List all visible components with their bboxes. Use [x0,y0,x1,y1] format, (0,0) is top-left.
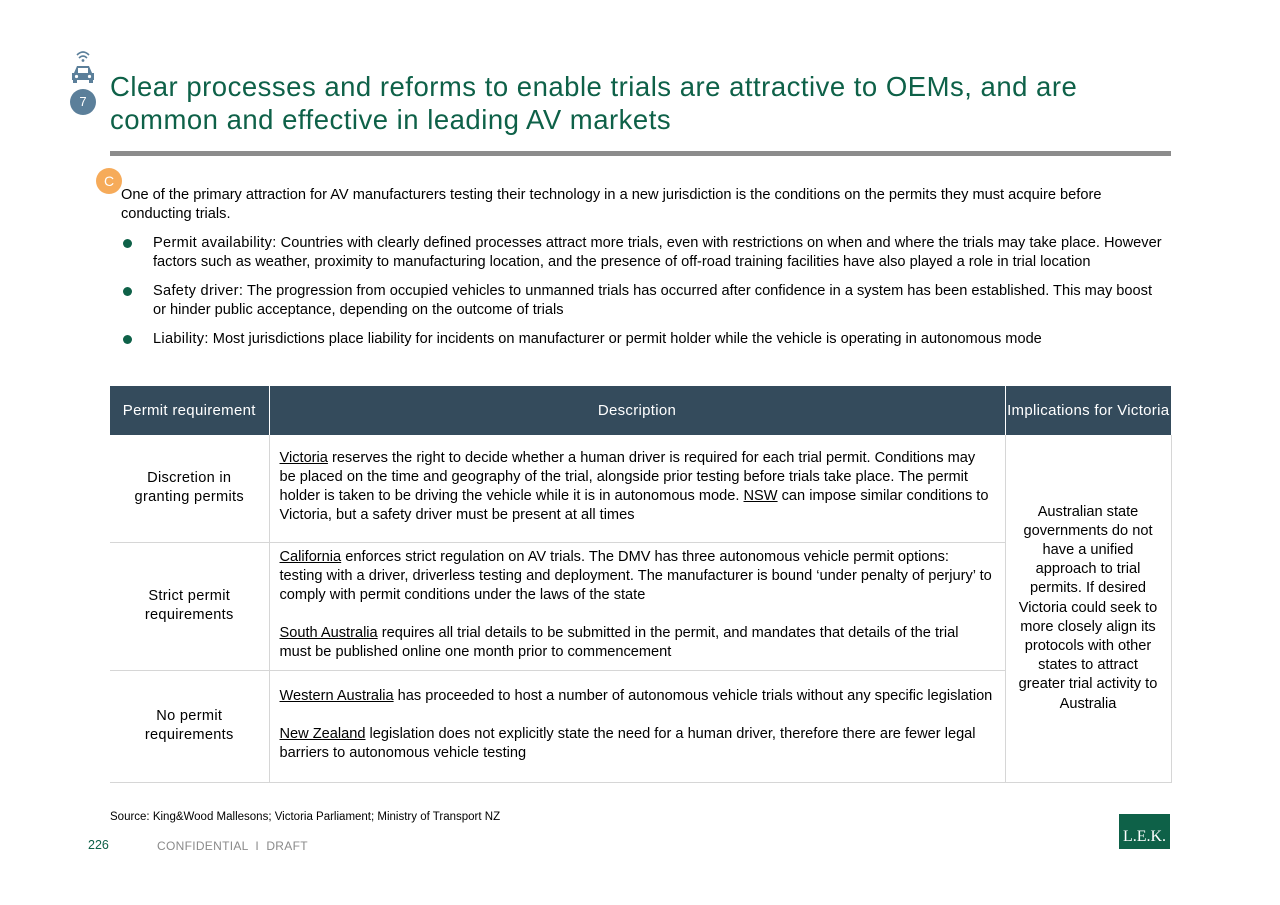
key-factors-list [121,234,1166,359]
bullet-dot-icon [123,239,132,248]
description-paragraph [280,548,993,606]
section-number-badge: 7 [70,89,96,115]
bullet-dot-icon [123,335,132,344]
requirement-cell: Discretion in granting permits [110,435,269,542]
jurisdiction-link: New Zealand [279,725,366,742]
intro-paragraph: One of the primary attraction for AV manufacturers testing their technology in a new jurisdiction is the conditions on the permits they must acquire before conducting trials. [121,187,1102,222]
description-text: reserves the right to decide whether a human driver is required for each trial permit. Conditions may be placed on the time and geography of the trial, alongside prior testing before trials take place. The permit holder is taken to be driving the vehicle while it is in autonomous mode. [279,449,976,505]
bullet-dot-icon [123,287,132,296]
description-text: legislation does not explicitly state the need for a human driver, therefore there are fewer legal barriers to autonomous vehicle testing [279,725,976,762]
description-text: requires all trial details to be submitted in the permit, and mandates that details of the trial must be published online one month prior to commencement [279,625,959,661]
jurisdiction-link: Western Australia [279,687,394,704]
permit-requirements-table [110,386,1172,783]
requirement-cell: Strict permit requirements [110,542,269,670]
bullet-term: Permit availability: [153,235,277,251]
bullet-text: Countries with clearly defined processes attract more trials, even with restrictions on when and where the trials may take place. However factors such as weather, proximity to manufacturing location, and the presence of off-road training facilities have also played a role in trial location [153,235,1162,271]
jurisdiction-link: NSW [743,488,778,505]
description-cell [269,435,1005,542]
page-number: 226 [88,838,109,852]
bullet-term: Safety driver: [153,282,244,299]
confidential-label: CONFIDENTIAL I DRAFT [157,839,308,853]
description-text: enforces strict regulation on AV trials. The DMV has three autonomous vehicle permit options: testing with a driver, driverless testing and deployment. The manufacturer is bound ‘under penalty of perjury’ to comply with permit conditions under the laws of the state [279,548,992,603]
page-title: Clear processes and reforms to enable trials are attractive to OEMs, and are common and effective in leading AV markets [110,71,1078,135]
bullet-term: Liability: [153,330,209,347]
description-text: has proceeded to host a number of autonomous vehicle trials without any specific legislation [393,687,993,704]
bullet-text: The progression from occupied vehicles to unmanned trials has occurred after confidence in a system has been established. This may boost or hinder public acceptance, depending on the outcome of trials [153,282,1153,319]
jurisdiction-link: California [279,548,342,565]
column-header-implications: Implications for Victoria [1005,386,1171,435]
list-item [121,282,1166,320]
callout-badge: C [96,168,122,194]
description-paragraph [280,687,993,706]
description-text: can impose similar conditions to Victoria, but a safety driver must be present at all times [279,488,989,524]
logo-text: L.E.K. [1122,828,1167,845]
description-paragraph [280,624,993,662]
column-header-description: Description [269,386,1005,435]
table-row [110,435,1171,542]
implications-cell: Australian state governments do not have a unified approach to trial permits. If desired Victoria could seek to more closely align its protocols with other states to attract greater trial activity to Australia [1005,435,1171,782]
column-header-requirement: Permit requirement [110,386,269,435]
description-paragraph [280,725,993,763]
bullet-text: Most jurisdictions place liability for incidents on manufacturer or permit holder while the vehicle is operating in autonomous mode [208,330,1042,347]
list-item [121,330,1166,349]
lek-logo [1119,814,1170,849]
source-note: Source: King&Wood Mallesons; Victoria Parliament; Ministry of Transport NZ [110,811,501,823]
title-divider [110,151,1171,156]
requirement-cell: No permit requirements [110,670,269,782]
table-header-row [110,386,1171,435]
description-cell [269,670,1005,782]
connected-car-icon [68,46,98,86]
jurisdiction-link: Victoria [279,449,328,466]
list-item [121,234,1166,272]
jurisdiction-link: South Australia [279,625,378,642]
description-cell [269,542,1005,670]
